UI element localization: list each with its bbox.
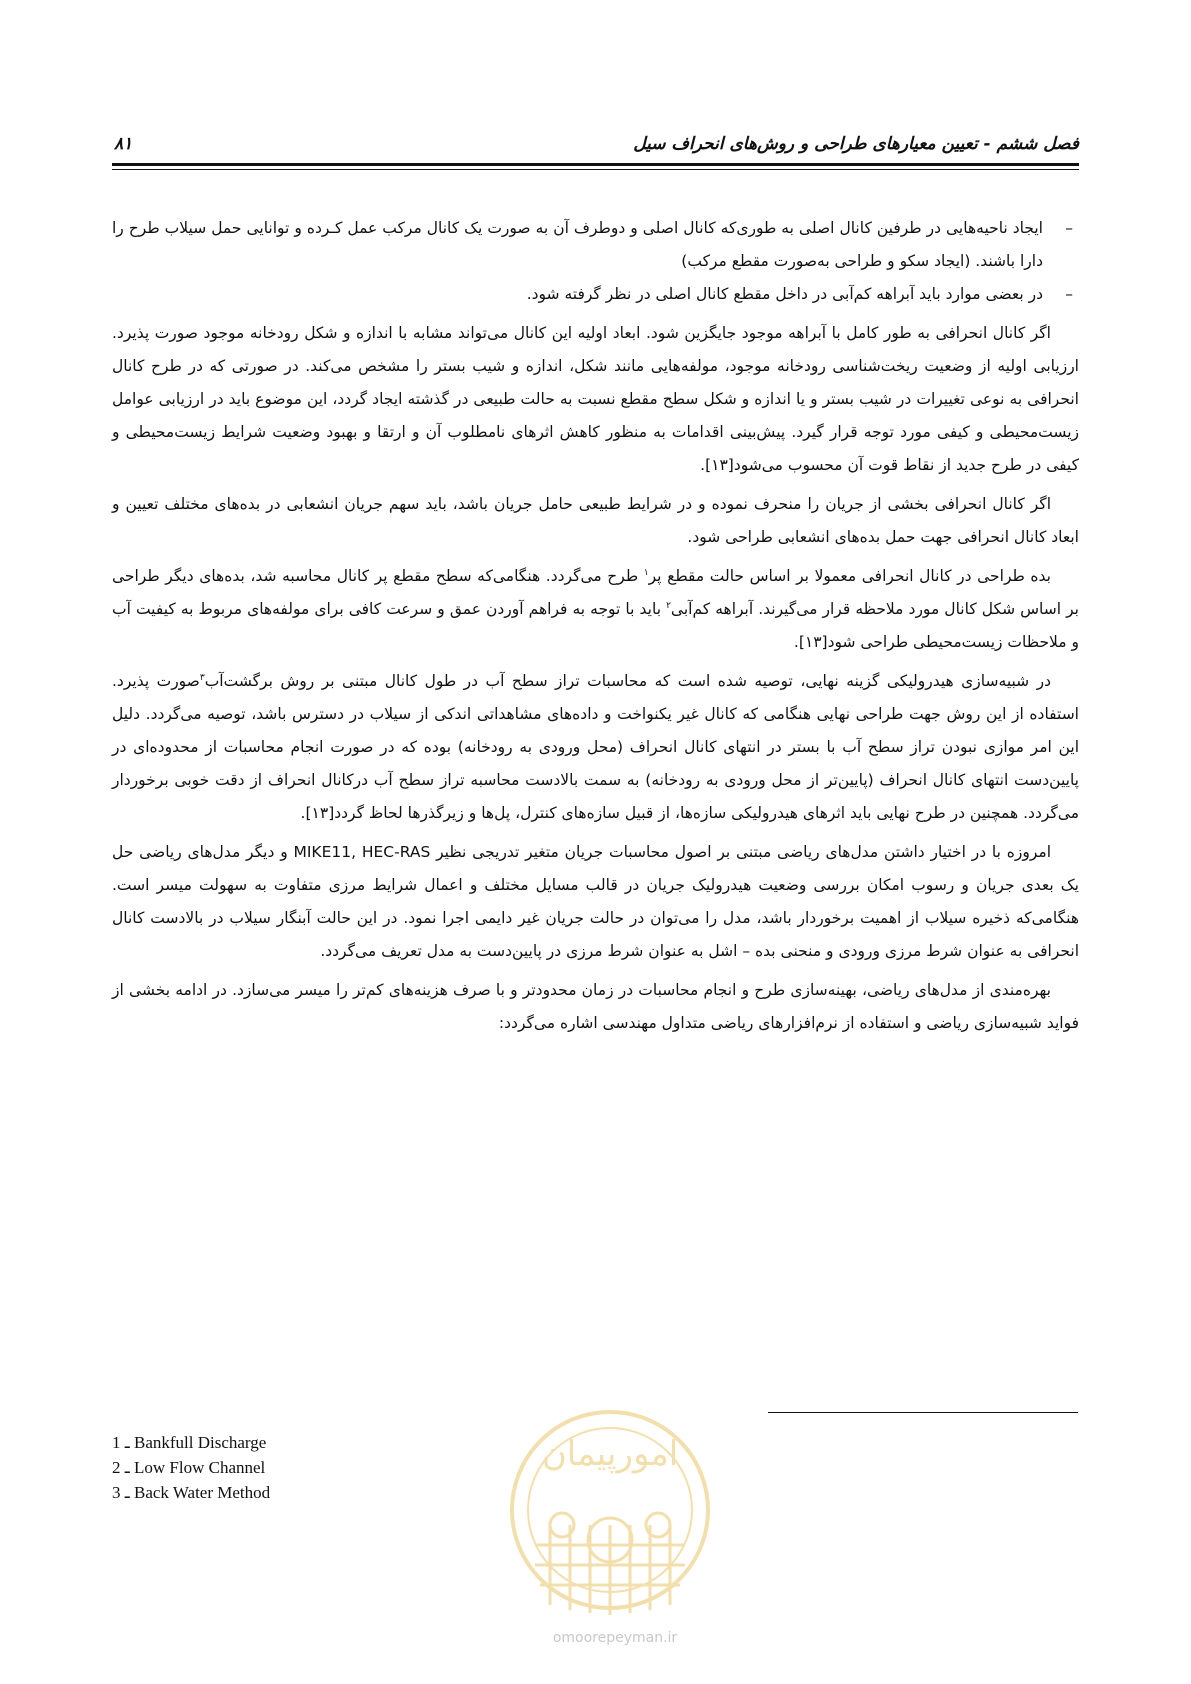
list-item [112,278,1079,311]
watermark-logo-text: امورپیمان [541,1434,679,1474]
watermark-site: omoorepeyman.ir [552,1630,678,1646]
footnote: 3 ـ Back Water Method [112,1483,271,1502]
paragraph-text: صورت پذیرد. استفاده از این روش جهت طراحی نهایی هنگامی که کانال غیر یکنواخت و داده‌های مشاهداتی اندکی از سیلاب در دسترس باشد، توصیه می‌گردد. دلیل این امر موازی نبودن تراز سطح آب با بستر در انتهای کانال انحراف (محل ورودی به رودخانه) بوده که در صورت انجام محاسبات از محدوده‌ای در پایین‌دست انتهای کانال انحراف (پایین‌تر از محل ورودی به رودخانه) به سمت بالادست محاسبه تراز سطح آب درکانال انحراف از دقت خوبی برخوردار می‌گردد. همچنین در طرح نهایی باید اثرهای هیدرولیکی سازه‌ها، از قبیل سازه‌های کنترل، پل‌ها و زیرگذرها لحاظ گردد[۱۳]. [112,672,1079,822]
footnote-ref: ۳ [199,672,205,683]
watermark-logo [490,1405,730,1625]
footnote-ref: ۱ [643,567,649,578]
paragraph: امروزه با در اختیار داشتن مدل‌های ریاضی مبتنی بر اصول محاسبات جریان متغیر تدریجی نظیر MIKE11, HEC-RAS و دیگر مدل‌های ریاضی حل یک بعدی جریان و رسوب امکان بررسی وضعیت هیدرولیک جریان در قالب مسایل مختلف و اعمال شرایط مرزی متفاوت به سهولت میسر است. هنگامی‌که ذخیره سیلاب از اهمیت برخوردار باشد، مدل را می‌توان در حالت جریان غیر دایمی اجرا نمود. در این حالت آبنگار سیلاب در بالادست کانال انحرافی به عنوان شرط مرزی ورودی و منحنی بده – اشل به عنوان شرط مرزی در پایین‌دست به مدل تعریف می‌گردد. [112,843,1079,960]
body-text [112,212,1079,1046]
paragraph: اگر کانال انحرافی بخشی از جریان را منحرف نموده و در شرایط طبیعی حامل جریان باشد، باید سهم جریان انشعابی در بده‌های مختلف تعیین و ابعاد کانال انحرافی جهت حمل بده‌های انشعابی طراحی شود. [112,495,1079,546]
footnote-divider [768,1412,1078,1413]
bullet-list [112,212,1079,311]
bullet-dash: – [1065,285,1073,303]
bullet-dash: – [1065,219,1073,237]
paragraph: اگر کانال انحرافی به طور کامل با آبراهه موجود جایگزین شود. ابعاد اولیه این کانال می‌تواند مشابه با اندازه و شکل رودخانه موجود صورت پذیرد. ارزیابی اولیه از وضعیت ریخت‌شناسی رودخانه موجود، مولفه‌هایی مانند شکل، اندازه و شیب بستر را مشخص می‌کند. در صورتی که در طرح کانال انحرافی به نوعی تغییرات در شیب بستر و یا اندازه و شکل سطح مقطع نسبت به حالت طبیعی در گذشته ایجاد گردد، این موضوع باید در ارزیابی عوامل زیست‌محیطی و کیفی مورد توجه قرار گیرد. پیش‌بینی اقدامات به منظور کاهش اثرهای نامطلوب آن و ارتقا و بهبود وضعیت شرایط زیست‌محیطی و کیفی در طرح جدید از نقاط قوت آن محسوب می‌شود[۱۳]. [112,324,1079,474]
header-divider [112,163,1079,166]
paragraph-text: باید با توجه به فراهم آوردن عمق و سرعت کافی برای مولفه‌های مربوط به کیفیت آب و ملاحظات زیست‌محیطی طراحی شود[۱۳]. [112,600,1079,651]
footnote: 1 ـ Bankfull Discharge [112,1433,267,1452]
header-divider-thin [112,169,1079,170]
page-header [112,128,1079,164]
paragraph-text: بده طراحی در کانال انحرافی معمولا بر اساس حالت مقطع پر [648,567,1051,585]
footnote: 2 ـ Low Flow Channel [112,1458,266,1477]
footnote-ref: ۲ [666,600,671,611]
paragraph-text: طرح می‌گردد. هنگامی‌که سطح مقطع پر کانال محاسبه شد، بده‌های دیگر طراحی بر اساس شکل کانال مورد ملاحظه قرار می‌گیرند. آبراهه کم‌آبی [112,567,1079,618]
list-item [112,212,1079,278]
chapter-title: فصل ششم - تعیین معیارهای طراحی و روش‌های انحراف سیل [633,134,1079,154]
paragraph [112,665,1079,830]
bullet-text: در بعضی موارد باید آبراهه کم‌آبی در داخل مقطع کانال اصلی در نظر گرفته شود. [526,285,1043,303]
paragraph [112,560,1079,659]
bullet-text: ایجاد ناحیه‌هایی در طرفین کانال اصلی به طوری‌که کانال اصلی و دوطرف آن به صورت یک کانال مرکب عمل کـرده و توانایی حمل سیلاب طرح را دارا باشند. (ایجاد سکو و طراحی به‌صورت مقطع مرکب) [112,219,1043,270]
footnotes [112,1430,270,1505]
paragraph: بهره‌مندی از مدل‌های ریاضی، بهینه‌سازی طرح و انجام محاسبات در زمان محدودتر و با صرف هزینه‌های کم‌تر را میسر می‌سازد. در ادامه بخشی از فواید شبیه‌سازی ریاضی و استفاده از نرم‌افزارهای ریاضی متداول مهندسی اشاره می‌گردد: [112,981,1079,1032]
paragraph-text: در شبیه‌سازی هیدرولیکی گزینه نهایی، توصیه شده است که محاسبات تراز سطح آب در طول کانال مبتنی بر روش برگشت‌آب [204,672,1052,690]
page-number: ۸۱ [114,134,133,154]
